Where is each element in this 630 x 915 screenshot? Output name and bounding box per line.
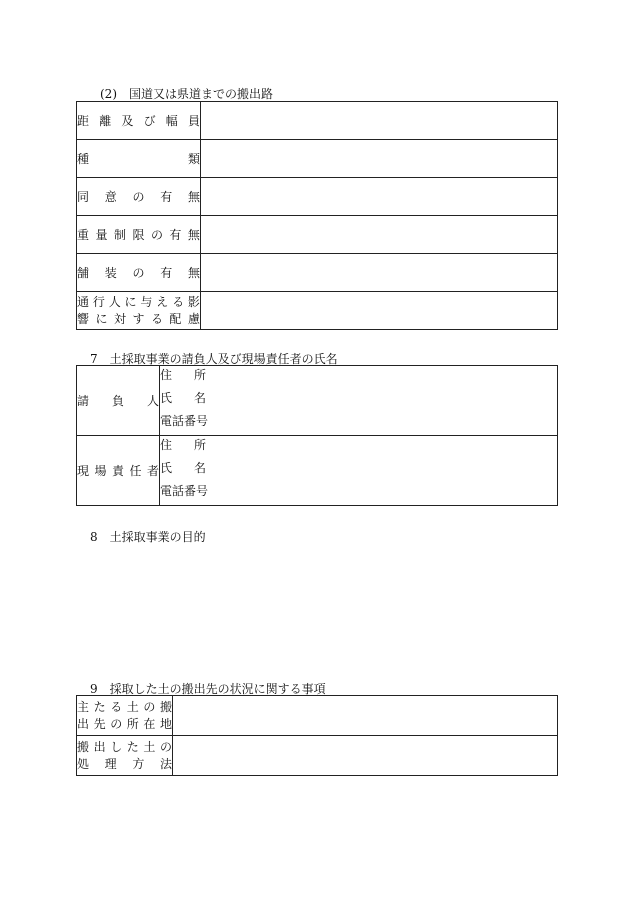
address-label: 住 所	[160, 438, 206, 452]
distance-width-label: 距 離 及 び 幅 員	[77, 114, 200, 128]
destination-location-label-line-1: 主 た る 土 の 搬	[77, 699, 172, 714]
name-label: 氏 名	[160, 461, 206, 475]
supervisor-label: 現 場 責 任 者	[77, 464, 159, 478]
paving-label: 舗 装 の 有 無	[77, 266, 200, 280]
section-2-heading: (2) 国道又は県道までの搬出路	[100, 87, 273, 101]
paving-value[interactable]	[201, 254, 558, 292]
purpose-writing-area[interactable]	[76, 548, 557, 673]
table-row	[77, 254, 558, 292]
destination-location-label-line-2: 出 先 の 所 在 地	[77, 716, 172, 731]
disposal-method-value[interactable]	[173, 736, 558, 776]
consent-label: 同 意 の 有 無	[77, 190, 200, 204]
table-row	[77, 436, 558, 506]
pedestrian-consideration-value[interactable]	[201, 292, 558, 330]
type-label: 種 類	[77, 152, 200, 166]
weight-limit-label: 重 量 制 限 の 有 無	[77, 228, 200, 242]
phone-label: 電話番号	[160, 414, 209, 428]
table-row	[77, 736, 558, 776]
disposal-method-label-line-1: 搬 出 し た 土 の	[77, 739, 172, 754]
table-row	[77, 216, 558, 254]
pedestrian-consideration-label-line-1: 通 行 人 に 与 え る 影	[77, 294, 200, 309]
section-7-heading: 7 土採取事業の請負人及び現場責任者の氏名	[90, 352, 338, 366]
table-row	[77, 102, 558, 140]
table-row	[77, 178, 558, 216]
disposal-method-label-line-2: 処 理 方 法	[77, 756, 172, 771]
table-row	[77, 696, 558, 736]
contractor-address-row[interactable]	[160, 366, 557, 389]
weight-limit-value[interactable]	[201, 216, 558, 254]
pedestrian-consideration-label-line-2: 響 に 対 す る 配 慮	[77, 311, 200, 326]
consent-value[interactable]	[201, 178, 558, 216]
contractor-label: 請 負 人	[77, 394, 159, 408]
destination-location-value[interactable]	[173, 696, 558, 736]
contractor-table	[76, 365, 558, 506]
table-row	[77, 366, 558, 436]
distance-width-value[interactable]	[201, 102, 558, 140]
contractor-phone-row[interactable]	[160, 412, 557, 435]
supervisor-phone-row[interactable]	[160, 482, 557, 505]
destination-table	[76, 695, 558, 776]
supervisor-address-row[interactable]	[160, 436, 557, 459]
haul-route-table	[76, 101, 558, 330]
address-label: 住 所	[160, 368, 206, 382]
section-8-heading: 8 土採取事業の目的	[90, 530, 206, 544]
table-row	[77, 140, 558, 178]
name-label: 氏 名	[160, 391, 206, 405]
table-row	[77, 292, 558, 330]
supervisor-name-row[interactable]	[160, 459, 557, 482]
type-value[interactable]	[201, 140, 558, 178]
section-9-heading: 9 採取した土の搬出先の状況に関する事項	[90, 682, 326, 696]
contractor-name-row[interactable]	[160, 389, 557, 412]
phone-label: 電話番号	[160, 484, 209, 498]
